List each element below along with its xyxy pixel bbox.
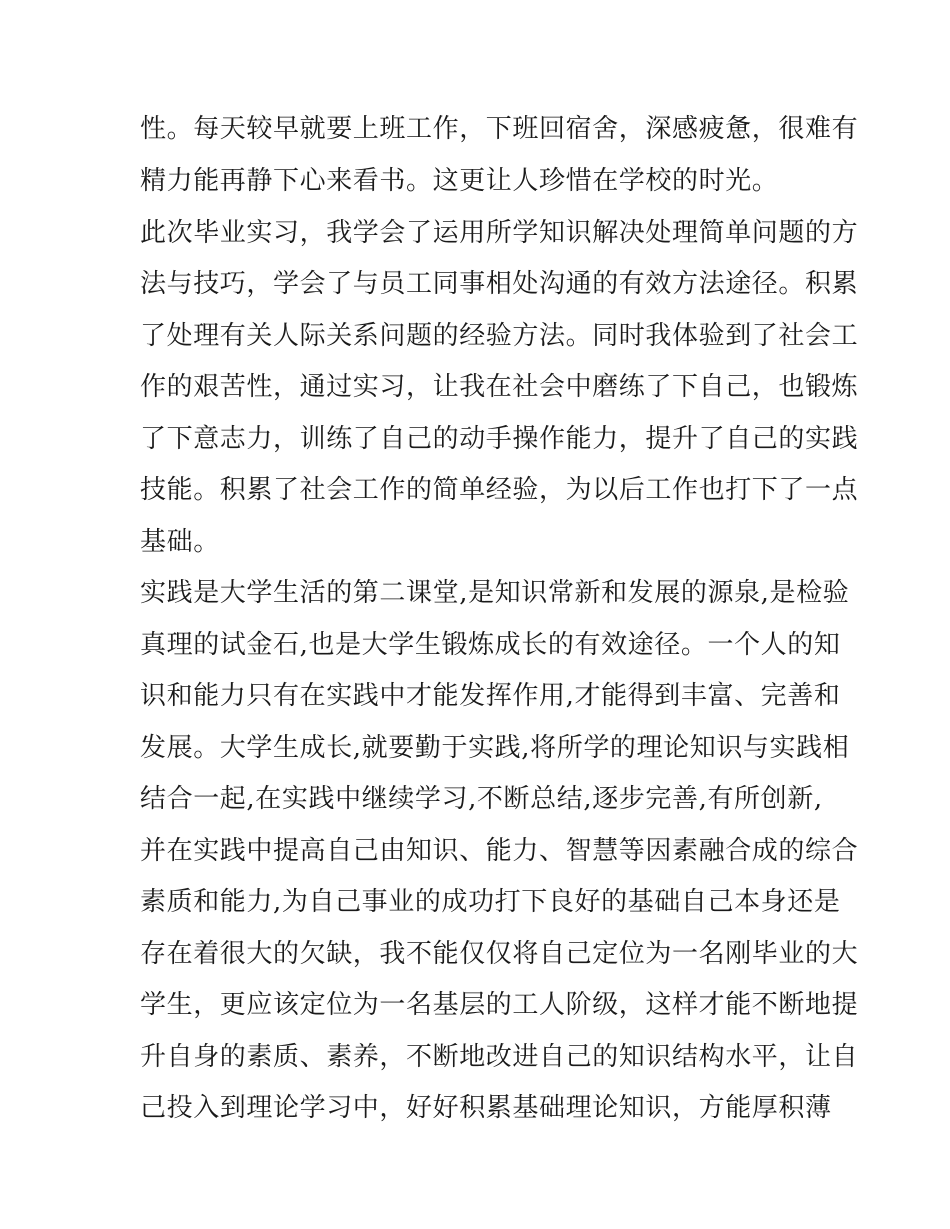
text-line: 结合一起,在实践中继续学习,不断总结,逐步完善,有所创新,	[140, 784, 823, 814]
text-line: 法与技巧，学会了与员工同事相处沟通的有效方法途径。积累	[140, 269, 859, 299]
text-line: 己投入到理论学习中，好好积累基础理论知识，方能厚积薄	[140, 1093, 832, 1123]
text-line: 作的艰苦性，通过实习，让我在社会中磨练了下自己，也锻炼	[140, 372, 859, 402]
text-line: 学生，更应该定位为一名基层的工人阶级，这样才能不断地提	[140, 990, 859, 1020]
text-line: 技能。积累了社会工作的简单经验，为以后工作也打下了一点	[140, 475, 859, 505]
text-line: 并在实践中提高自己由知识、能力、智慧等因素融合成的综合	[140, 836, 859, 866]
text-line: 升自身的素质、素养，不断地改进自己的知识结构水平，让自	[140, 1042, 859, 1072]
text-line: 性。每天较早就要上班工作，下班回宿舍，深感疲惫，很难有	[140, 114, 859, 144]
text-line: 了处理有关人际关系问题的经验方法。同时我体验到了社会工	[140, 321, 859, 351]
text-line: 存在着很大的欠缺，我不能仅仅将自己定位为一名刚毕业的大	[140, 939, 859, 969]
text-line: 实践是大学生活的第二课堂,是知识常新和发展的源泉,是检验	[140, 578, 850, 608]
text-line: 精力能再静下心来看书。这更让人珍惜在学校的时光。	[140, 166, 779, 196]
text-line: 素质和能力,为自己事业的成功打下良好的基础自己本身还是	[140, 887, 841, 917]
text-line: 识和能力只有在实践中才能发挥作用,才能得到丰富、完善和	[140, 681, 841, 711]
text-line: 发展。大学生成长,就要勤于实践,将所学的理论知识与实践相	[140, 733, 850, 763]
text-line: 基础。	[140, 527, 220, 557]
text-line: 了下意志力，训练了自己的动手操作能力，提升了自己的实践	[140, 424, 859, 454]
text-line: 真理的试金石,也是大学生锻炼成长的有效途径。一个人的知	[140, 630, 841, 660]
text-line: 此次毕业实习，我学会了运用所学知识解决处理简单问题的方	[140, 218, 859, 248]
